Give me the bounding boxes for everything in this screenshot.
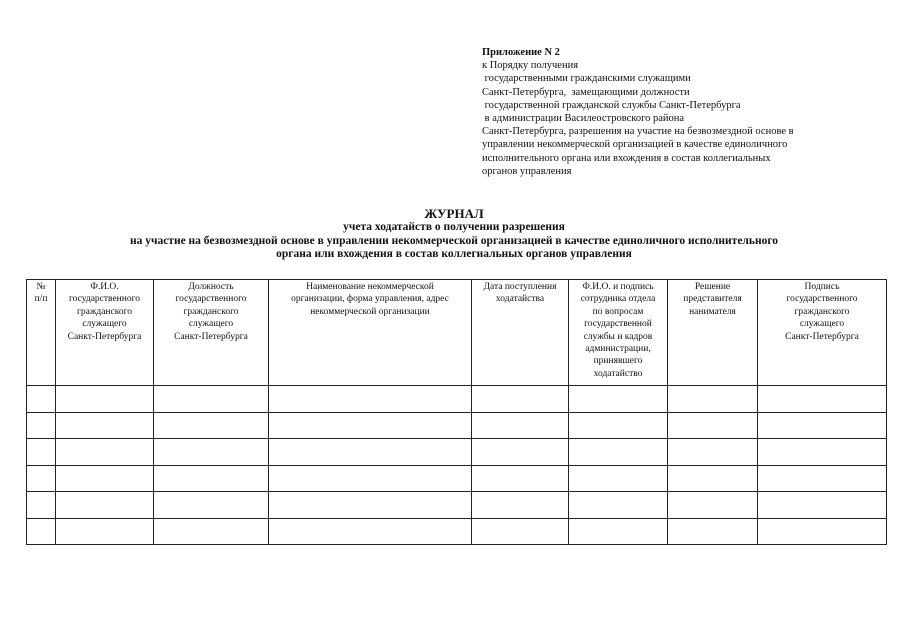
table-row: [27, 386, 887, 413]
title-line-2: учета ходатайств о получении разрешения: [343, 221, 565, 233]
appendix-line: Санкт-Петербурга, замещающими должности: [482, 86, 690, 98]
title-line-3: на участие на безвозмездной основе в управлении некоммерческой организацией в качестве единоличного исполнительного: [129, 234, 779, 247]
table-cell: [269, 386, 472, 413]
appendix-line: в администрации Василеостровского района: [482, 113, 685, 125]
appendix-line: государственной гражданской службы Санкт-Петербурга: [482, 99, 741, 111]
table-cell: [758, 386, 887, 413]
appendix-line: государственными гражданскими служащими: [482, 73, 691, 85]
table-cell: [269, 518, 472, 545]
column-header-number: № п/п: [27, 280, 56, 386]
table-row: [27, 492, 887, 519]
table-cell: [154, 412, 269, 439]
table-cell: [269, 492, 472, 519]
table-cell: [569, 412, 668, 439]
title-line-4: органа или вхождения в состав коллегиальных органов управления: [276, 248, 632, 260]
table-cell: [27, 465, 56, 492]
table-cell: [154, 492, 269, 519]
table-cell: [758, 518, 887, 545]
table-cell: [154, 465, 269, 492]
table-cell: [27, 439, 56, 466]
column-header-signature: Подпись государственного гражданского служащего Санкт-Петербурга: [758, 280, 887, 386]
table-cell: [472, 465, 569, 492]
table-cell: [472, 386, 569, 413]
table-cell: [569, 386, 668, 413]
column-header-date: Дата поступления ходатайства: [472, 280, 569, 386]
table-cell: [154, 518, 269, 545]
table-cell: [472, 439, 569, 466]
appendix-line: исполнительного органа или вхождения в состав коллегиальных: [482, 152, 771, 164]
title-line-1: ЖУРНАЛ: [424, 206, 484, 221]
journal-title: [20, 206, 888, 262]
table-cell: [668, 492, 758, 519]
table-cell: [56, 465, 154, 492]
table-cell: [472, 492, 569, 519]
table-body: [27, 386, 887, 545]
table-cell: [569, 465, 668, 492]
table-cell: [154, 386, 269, 413]
table-cell: [56, 439, 154, 466]
column-header-receiver: Ф.И.О. и подпись сотрудника отдела по вопросам государственной службы и кадров администрации, принявшего ходатайство: [569, 280, 668, 386]
table-row: [27, 465, 887, 492]
table-row: [27, 439, 887, 466]
table-cell: [56, 492, 154, 519]
table-cell: [668, 465, 758, 492]
table-cell: [569, 439, 668, 466]
table-cell: [472, 412, 569, 439]
table-header-row: [27, 280, 887, 386]
table-cell: [668, 412, 758, 439]
journal-table: [26, 279, 887, 545]
table-cell: [569, 492, 668, 519]
table-cell: [668, 439, 758, 466]
appendix-line: органов управления: [482, 165, 572, 177]
table-cell: [758, 465, 887, 492]
column-header-decision: Решение представителя нанимателя: [668, 280, 758, 386]
table-cell: [758, 412, 887, 439]
table-cell: [56, 412, 154, 439]
table-cell: [269, 412, 472, 439]
table-cell: [56, 386, 154, 413]
column-header-fio: Ф.И.О. государственного гражданского служащего Санкт-Петербурга: [56, 280, 154, 386]
table-cell: [472, 518, 569, 545]
table-cell: [27, 518, 56, 545]
table-cell: [154, 439, 269, 466]
appendix-line: управлении некоммерческой организацией в качестве единоличного: [482, 139, 788, 151]
table-cell: [27, 412, 56, 439]
table-row: [27, 518, 887, 545]
table-cell: [569, 518, 668, 545]
table-cell: [56, 518, 154, 545]
appendix-line: Санкт-Петербурга, разрешения на участие на безвозмездной основе в: [482, 126, 794, 138]
table-cell: [668, 386, 758, 413]
column-header-organization: Наименование некоммерческой организации, форма управления, адрес некоммерческой организации: [269, 280, 472, 386]
table-cell: [27, 492, 56, 519]
table-cell: [758, 439, 887, 466]
table-cell: [758, 492, 887, 519]
table-row: [27, 412, 887, 439]
column-header-position: Должность государственного гражданского служащего Санкт-Петербурга: [154, 280, 269, 386]
table-cell: [269, 465, 472, 492]
appendix-heading: Приложение N 2: [482, 47, 560, 58]
table-cell: [668, 518, 758, 545]
table-cell: [269, 439, 472, 466]
table-cell: [27, 386, 56, 413]
appendix-note: [482, 46, 882, 178]
appendix-line: к Порядку получения: [482, 60, 579, 72]
